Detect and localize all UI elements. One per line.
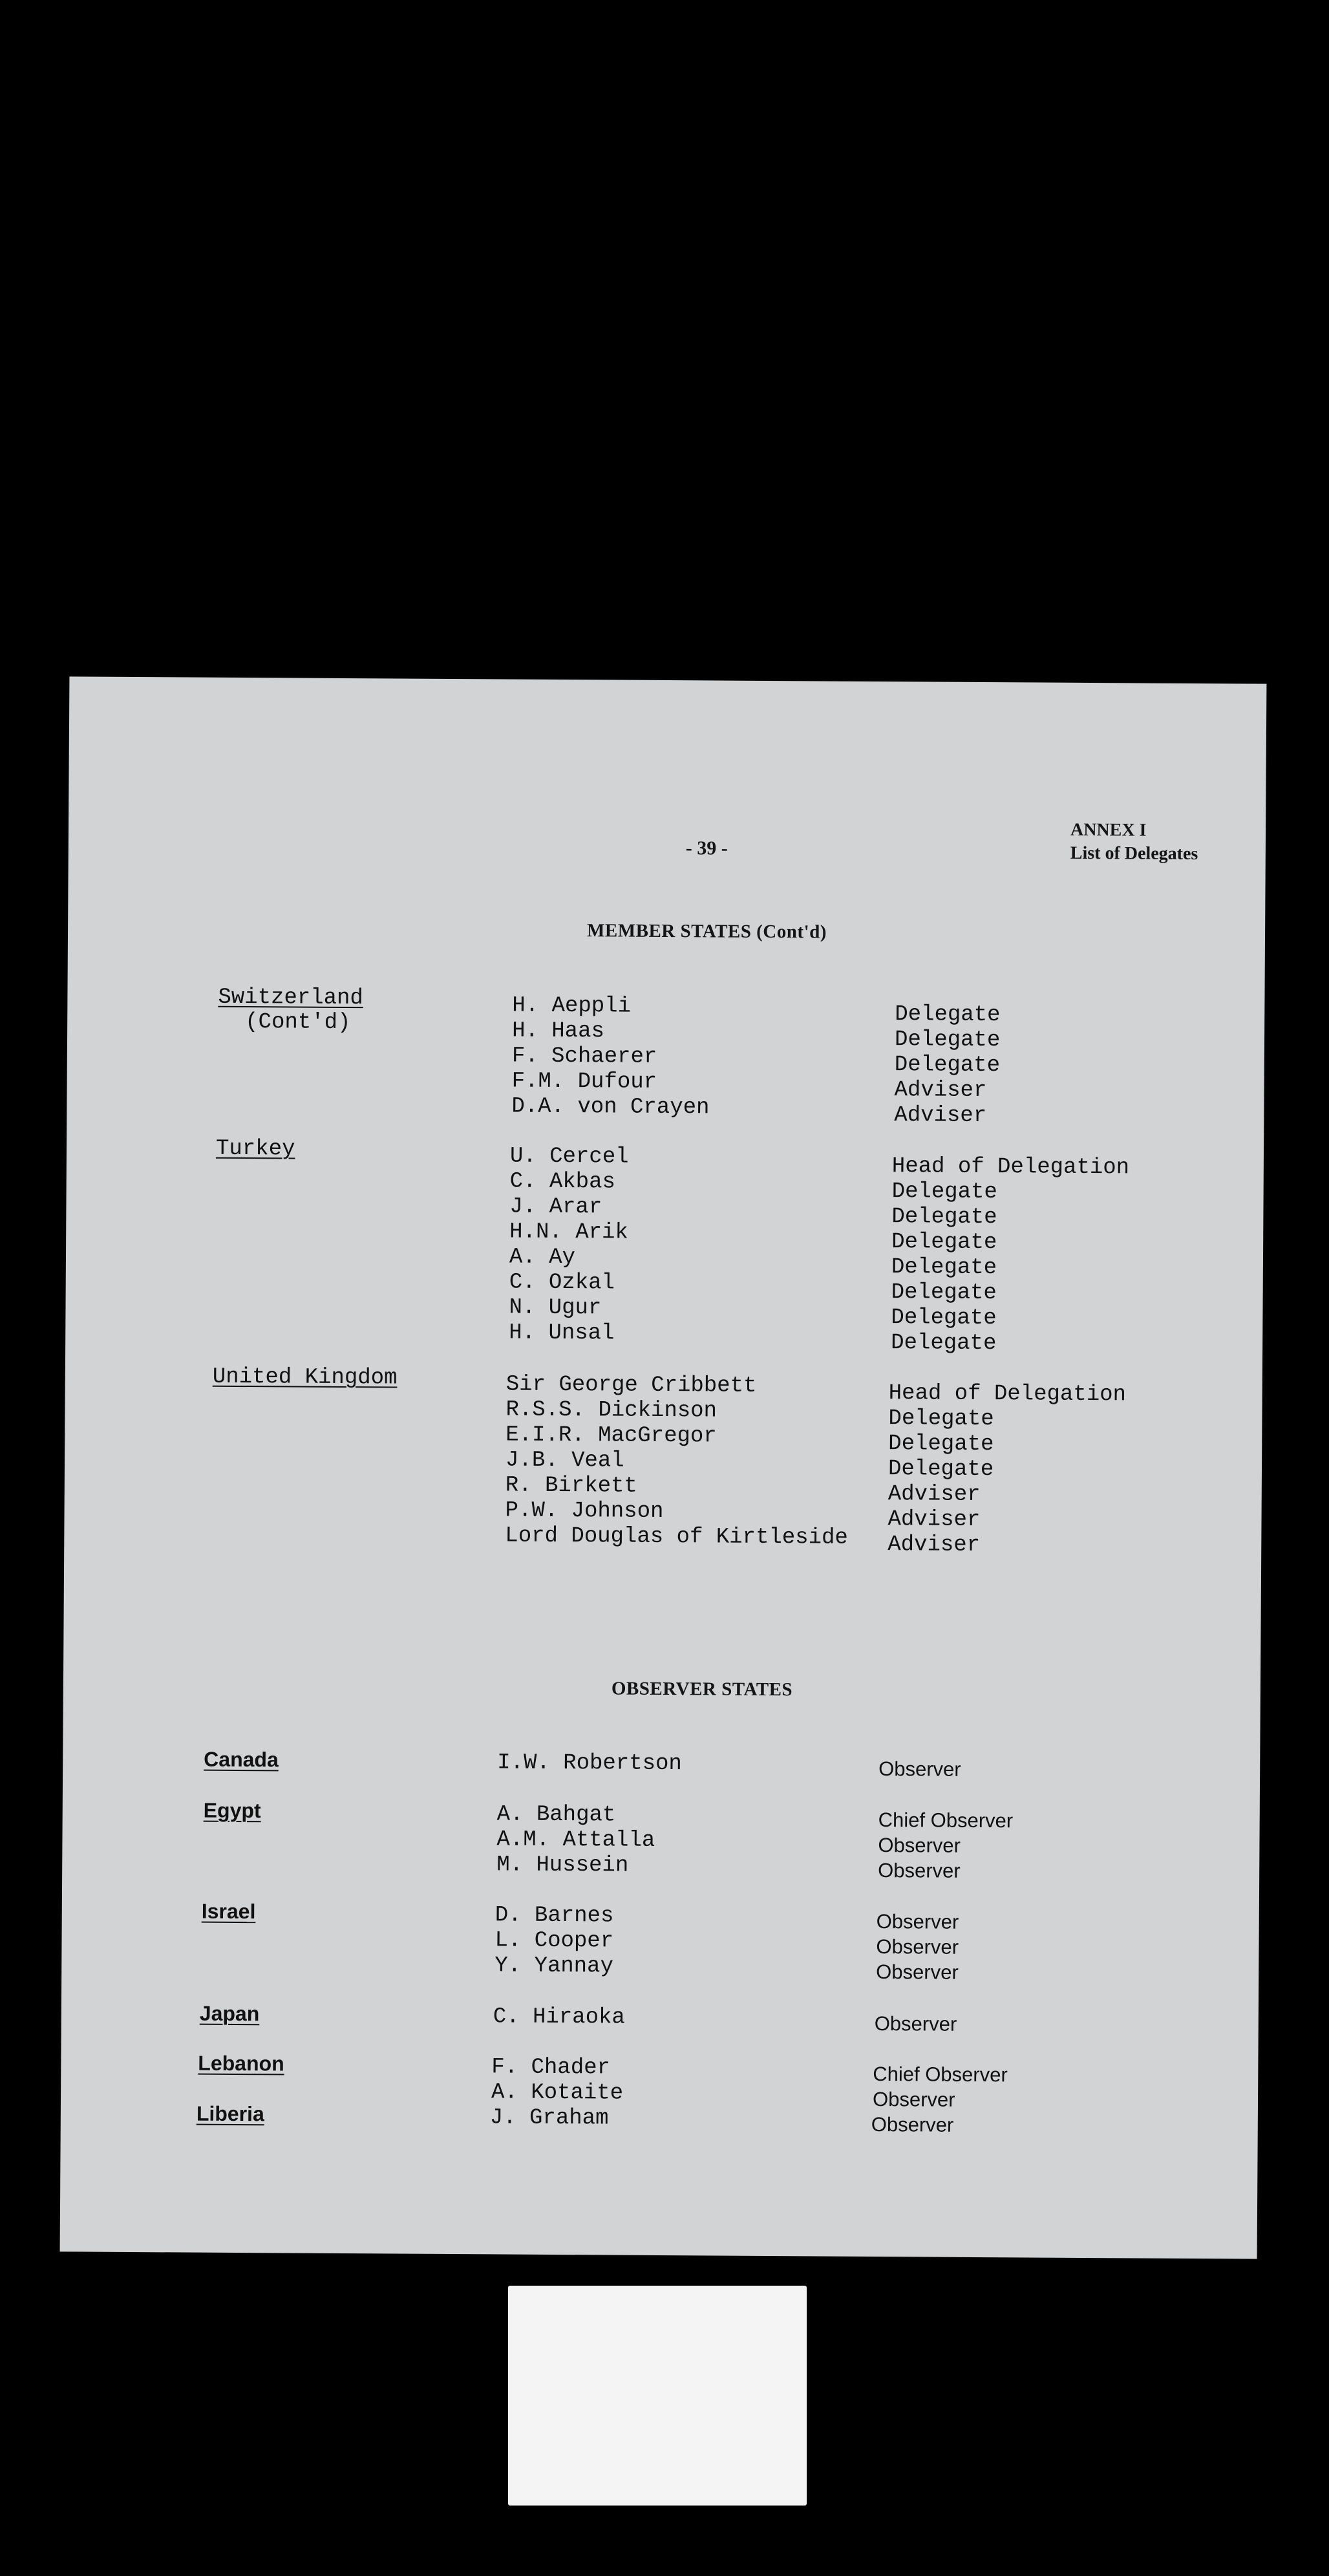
observer-name: Y. Yannay	[494, 1953, 614, 1979]
document-page	[60, 676, 1267, 2259]
observer-role: Observer	[872, 2087, 955, 2111]
country-japan: Japan	[199, 2001, 260, 2026]
observer-role: Chief Observer	[878, 1809, 1014, 1832]
country-egypt: Egypt	[203, 1798, 261, 1823]
delegate-role: Delegate	[891, 1255, 997, 1281]
observer-role: Observer	[876, 1935, 959, 1959]
delegate-role: Adviser	[888, 1507, 981, 1532]
delegate-role: Delegate	[891, 1305, 997, 1331]
delegate-name: R. Birkett	[505, 1473, 637, 1499]
delegate-role: Adviser	[894, 1103, 987, 1129]
country-lebanon: Lebanon	[198, 2051, 284, 2076]
delegate-name: H. Haas	[512, 1018, 605, 1044]
observer-name: F. Chader	[491, 2055, 611, 2081]
country-turkey: Turkey	[215, 1136, 295, 1162]
delegate-role: Delegate	[891, 1331, 997, 1357]
delegate-role: Delegate	[891, 1280, 997, 1306]
observer-name: L. Cooper	[494, 1928, 614, 1954]
delegate-name: H. Aeppli	[512, 993, 632, 1019]
observer-name: D. Barnes	[494, 1903, 614, 1929]
delegate-name: A. Ay	[509, 1245, 576, 1271]
observer-role: Chief Observer	[873, 2062, 1008, 2087]
delegate-role: Adviser	[888, 1532, 981, 1558]
delegate-role: Delegate	[894, 1053, 1001, 1079]
delegate-role: Delegate	[894, 1027, 1001, 1053]
delegate-name: J. Arar	[509, 1194, 602, 1220]
observer-name: A.M. Attalla	[496, 1827, 655, 1853]
observer-name: C. Hiraoka	[493, 2004, 625, 2030]
annex-title: ANNEX I	[1070, 819, 1147, 841]
delegate-role: Delegate	[891, 1179, 997, 1205]
delegate-role: Adviser	[894, 1078, 987, 1104]
observer-name: I.W. Robertson	[497, 1750, 682, 1777]
delegate-name: H.N. Arik	[509, 1219, 628, 1245]
delegate-name: H. Unsal	[509, 1320, 615, 1346]
delegate-name: F. Schaerer	[511, 1044, 657, 1069]
observer-role: Observer	[871, 2112, 954, 2136]
blank-card	[508, 2286, 807, 2506]
observer-role: Observer	[878, 1834, 961, 1857]
delegate-role: Adviser	[888, 1482, 981, 1507]
delegate-role: Head of Delegation	[891, 1154, 1130, 1181]
observer-role: Observer	[876, 1910, 959, 1933]
delegate-name: E.I.R. MacGregor	[505, 1422, 717, 1449]
delegate-name: U. Cercel	[509, 1144, 629, 1170]
delegate-name: Lord Douglas of Kirtleside	[505, 1523, 848, 1551]
delegate-role: Delegate	[895, 1002, 1001, 1028]
delegate-name: D.A. von Crayen	[511, 1094, 710, 1121]
country-switzerland: Switzerland	[218, 985, 363, 1011]
observer-name: M. Hussein	[496, 1852, 629, 1878]
observer-role: Observer	[878, 1757, 961, 1781]
delegate-name: Sir George Cribbett	[505, 1372, 757, 1399]
observer-name: A. Kotaite	[491, 2080, 624, 2106]
country-liberia: Liberia	[196, 2101, 264, 2126]
delegate-name: C. Ozkal	[509, 1270, 615, 1296]
delegate-name: J.B. Veal	[505, 1448, 624, 1474]
delegate-name: N. Ugur	[509, 1295, 602, 1321]
observer-role: Observer	[876, 1960, 959, 1984]
annex-label	[1070, 819, 1198, 866]
delegate-name: R.S.S. Dickinson	[505, 1397, 718, 1424]
country-united-kingdom: United Kingdom	[212, 1364, 398, 1391]
country-israel: Israel	[201, 1899, 256, 1924]
delegate-name: C. Akbas	[509, 1169, 616, 1195]
delegate-role: Delegate	[888, 1432, 994, 1457]
observer-role: Observer	[878, 1859, 961, 1882]
observer-name: J. Graham	[489, 2105, 609, 2131]
delegate-role: Delegate	[891, 1205, 997, 1230]
country-note-switzerland: (Cont'd)	[245, 1010, 351, 1036]
country-canada: Canada	[204, 1747, 279, 1772]
page-number: - 39 -	[685, 837, 728, 859]
observer-role: Observer	[874, 2012, 957, 2035]
annex-subtitle: List of Delegates	[1070, 843, 1198, 864]
delegate-name: P.W. Johnson	[505, 1498, 664, 1525]
member-states-heading: MEMBER STATES (Cont'd)	[586, 920, 827, 943]
delegate-role: Delegate	[888, 1406, 994, 1432]
delegate-role: Delegate	[891, 1230, 997, 1256]
delegate-role: Delegate	[888, 1457, 994, 1483]
observer-states-heading: OBSERVER STATES	[611, 1678, 793, 1701]
delegate-name: F.M. Dufour	[511, 1069, 657, 1095]
observer-name: A. Bahgat	[496, 1802, 616, 1828]
delegate-role: Head of Delegation	[888, 1381, 1127, 1408]
